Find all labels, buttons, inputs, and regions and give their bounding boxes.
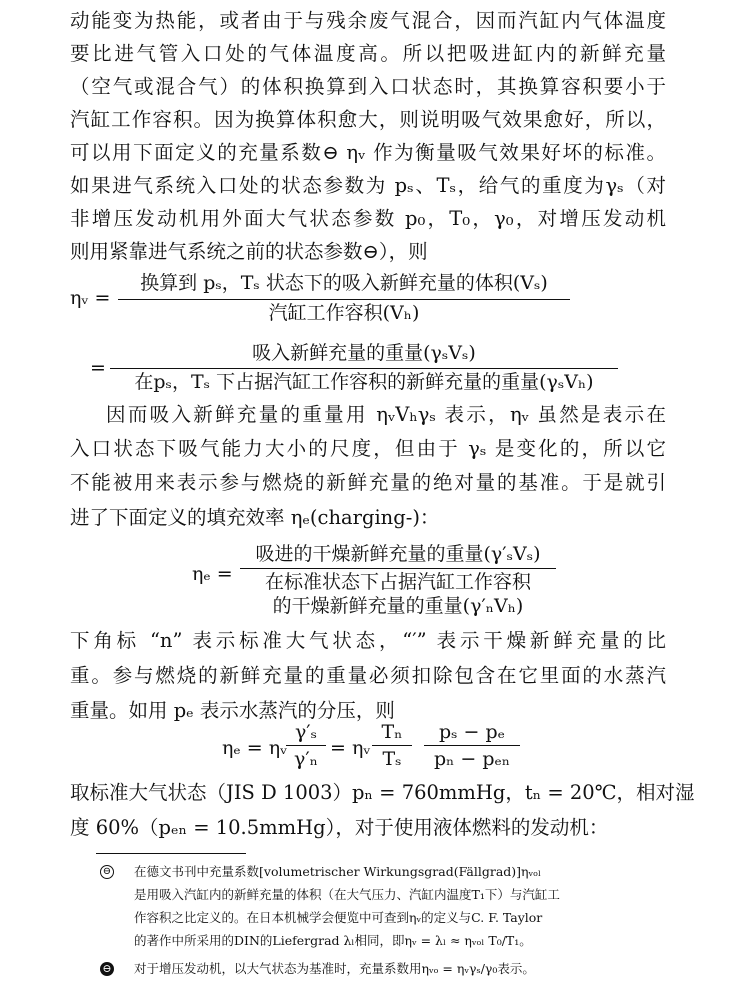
eq1-lhs: ηᵥ =	[70, 287, 111, 309]
text-line: 则用紧靠进气系统之前的状态参数⊖），则	[70, 240, 428, 263]
fraction-bar	[118, 299, 570, 300]
text-line: 要比进气管入口处的气体温度高。所以把吸进缸内的新鲜充量	[70, 42, 666, 65]
eq1-numerator-2: 吸入新鲜充量的重量(γₛVₛ)	[252, 342, 476, 364]
text-line: 因而吸入新鲜充量的重量用 ηᵥVₕγₛ 表示，ηᵥ 虽然是表示在	[106, 403, 666, 426]
text-line: 取标准大气状态（JIS D 1003）pₙ = 760mmHg，tₙ = 20℃，相对湿	[70, 781, 695, 804]
eq2-numerator: 吸进的干燥新鲜充量的重量(γ′ₛVₛ)	[255, 543, 541, 565]
eq2-denominator-line2: 的干燥新鲜充量的重量(γ′ₙVₕ)	[272, 595, 524, 617]
text-line: 动能变为热能，或者由于与残余废气混合，因而汽缸内气体温度	[70, 9, 666, 32]
text-line: 重量。如用 pₑ 表示水蒸汽的分压，则	[70, 699, 395, 722]
text-line: 下角标 “n” 表示标准大气状态，“′” 表示干燥新鲜充量的比	[70, 629, 666, 652]
text-line: 如果进气系统入口处的状态参数为 pₛ、Tₛ，给气的重度为γₛ（对	[70, 174, 666, 197]
eq3-middle: = ηᵥ	[330, 737, 371, 759]
fraction-bar	[286, 745, 326, 746]
eq3-fraction2-numerator: Tₙ	[381, 721, 403, 743]
text-line: （空气或混合气）的体积换算到入口状态时，其换算容积要小于	[70, 75, 666, 98]
eq2-denominator-line1: 在标准状态下占据汽缸工作容积	[264, 571, 531, 593]
fraction-bar	[110, 368, 618, 369]
footnote-marker-icon: ⊖	[100, 865, 114, 879]
text-line: 非增压发动机用外面大气状态参数 p₀，T₀，γ₀，对增压发动机	[70, 207, 666, 230]
text-line: 进了下面定义的填充效率 ηₑ(charging-)：	[70, 506, 440, 529]
text-line: 不能被用来表示参与燃烧的新鲜充量的绝对量的基准。于是就引	[70, 471, 666, 494]
text-line: 重。参与燃烧的新鲜充量的重量必须扣除包含在它里面的水蒸汽	[70, 664, 666, 687]
eq3-fraction3-denominator: pₙ − pₑₙ	[433, 748, 511, 770]
eq3-fraction1-denominator: γ′ₙ	[294, 748, 318, 770]
eq1-equals: =	[90, 357, 106, 379]
eq3-lhs: ηₑ = ηᵥ	[222, 737, 288, 759]
text-line: 汽缸工作容积。因为换算体积愈大，则说明吸气效果愈好，所以，	[70, 108, 666, 131]
footnote-line: 在德文书刊中充量系数[volumetrischer Wirkungsgrad(Fällgrad)]ηᵥₒₗ	[134, 864, 542, 879]
footnote-line: 是用吸入汽缸内的新鲜充量的体积（在大气压力、汽缸内温度T₁下）与汽缸工	[134, 887, 560, 902]
eq1-numerator-1: 换算到 pₛ，Tₛ 状态下的吸入新鲜充量的体积(Vₛ)	[140, 272, 548, 294]
eq3-fraction3-numerator: pₛ − pₑ	[438, 721, 506, 743]
footnote-line: 作容积之比定义的。在日本机械学会便览中可查到ηᵥ的定义与C. F. Taylor	[134, 910, 543, 925]
footnote-line: 对于增压发动机，以大气状态为基准时，充量系数用ηᵥₒ = ηᵥγₛ/γ₀表示。	[134, 961, 535, 976]
eq1-denominator-1: 汽缸工作容积(Vₕ)	[268, 302, 420, 324]
footnote-line: 的著作中所采用的DIN的Liefergrad λₗ相同，即ηᵥ = λₗ ≈ ηᵥₒₗ T₀/T₁。	[134, 933, 532, 948]
text-line: 入口状态下吸气能力大小的尺度，但由于 γₛ 是变化的，所以它	[70, 437, 666, 460]
eq2-lhs: ηₑ =	[192, 563, 233, 585]
footnote-separator	[96, 853, 246, 854]
eq3-fraction2-denominator: Tₛ	[382, 748, 402, 770]
eq1-denominator-2: 在pₛ，Tₛ 下占据汽缸工作容积的新鲜充量的重量(γₛVₕ)	[134, 371, 594, 393]
footnote-marker-icon: ⊖	[100, 962, 114, 976]
fraction-bar	[240, 568, 556, 569]
eq3-fraction1-numerator: γ′ₛ	[294, 721, 318, 743]
text-line: 度 60%（pₑₙ = 10.5mmHg），对于使用液体燃料的发动机：	[70, 816, 609, 839]
text-line: 可以用下面定义的充量系数⊖ ηᵥ 作为衡量吸气效果好坏的标准。	[70, 141, 666, 164]
fraction-bar	[372, 745, 412, 746]
fraction-bar	[424, 745, 520, 746]
